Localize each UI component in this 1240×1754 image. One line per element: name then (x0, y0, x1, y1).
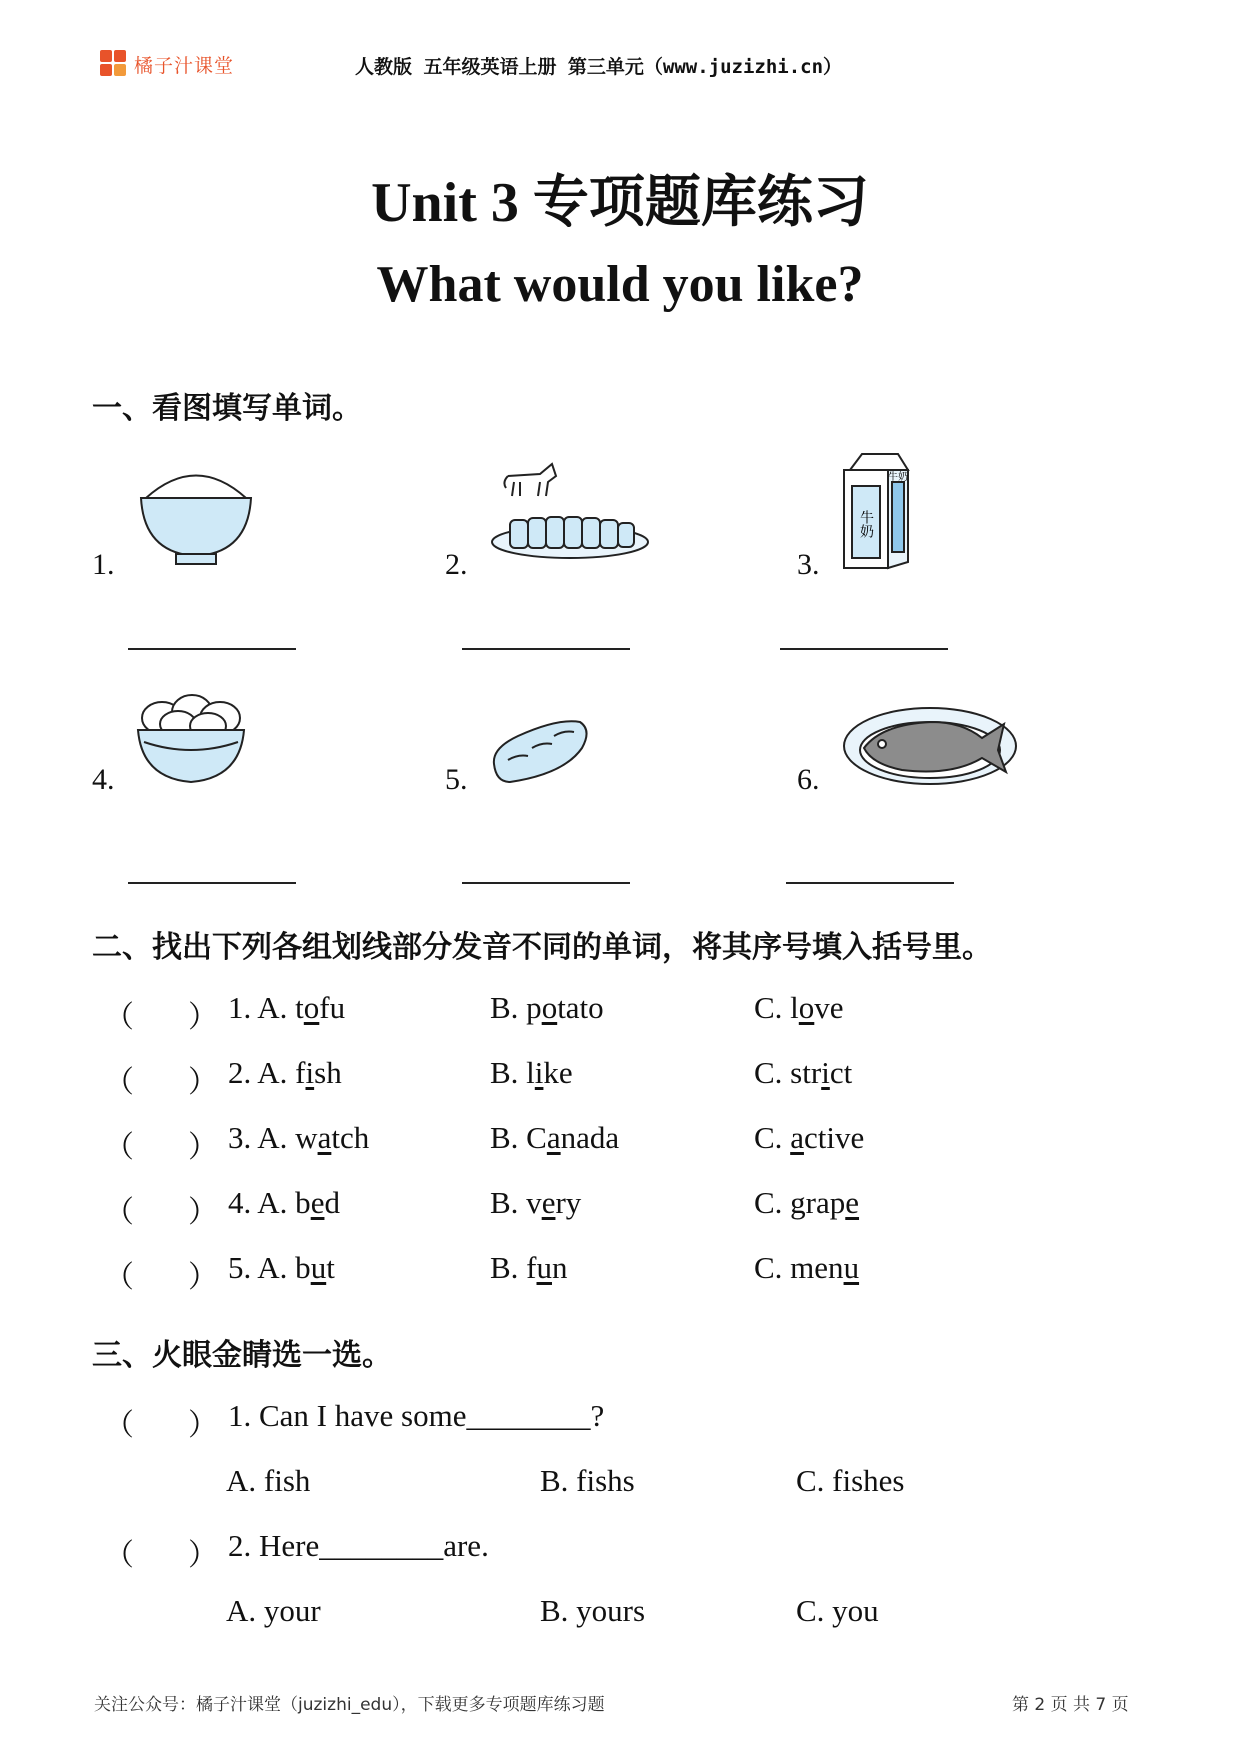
answer-paren-open[interactable]: （ (104, 1001, 134, 1034)
answer-paren-open[interactable]: （ (104, 1409, 134, 1442)
section1-heading: 一、看图填写单词。 (92, 391, 362, 426)
answer-blank[interactable] (128, 882, 296, 884)
word-part: sh (314, 1055, 342, 1090)
item-number: 1. (92, 548, 115, 581)
underlined-letter: o (303, 990, 320, 1025)
word-part: d (324, 1185, 340, 1220)
footer-note: 关注公众号：橘子汁课堂（juzizhi_edu），下载更多专项题库练习题 (94, 1695, 605, 1715)
answer-blank[interactable] (462, 882, 630, 884)
option-c[interactable] (754, 1055, 852, 1091)
item-number: 5. (445, 763, 468, 796)
word-part: t (326, 1250, 335, 1285)
underlined-letter: e (845, 1185, 860, 1220)
option-b[interactable] (490, 1120, 619, 1156)
milk-carton-icon (840, 452, 912, 572)
beef-plate-icon (490, 462, 650, 562)
option-c[interactable]: C. you (796, 1593, 879, 1628)
option-a[interactable] (228, 1055, 342, 1091)
underlined-letter: i (305, 1055, 315, 1090)
underlined-letter: a (317, 1120, 332, 1155)
underlined-letter: i (821, 1055, 830, 1090)
word-part: nada (560, 1120, 620, 1155)
word-part: C. str (754, 1055, 822, 1090)
option-b[interactable] (490, 990, 604, 1026)
option-b[interactable] (490, 1055, 573, 1091)
answer-blank[interactable] (128, 648, 296, 650)
word-part: tato (557, 990, 604, 1025)
section2-heading: 二、找出下列各组划线部分发音不同的单词，将其序号填入括号里。 (92, 930, 992, 965)
fish-plate-icon (842, 702, 1018, 792)
page-subtitle: What would you like? (376, 256, 864, 313)
option-a[interactable] (228, 1250, 335, 1286)
bread-icon (488, 712, 592, 788)
option-c[interactable] (754, 1250, 859, 1286)
answer-paren-open[interactable]: （ (104, 1196, 134, 1229)
item-number: 3. (797, 548, 820, 581)
underlined-letter: o (541, 990, 558, 1025)
page-title: Unit 3 专项题库练习 (371, 172, 869, 234)
option-c[interactable] (754, 1120, 864, 1156)
item-number: 4. (92, 763, 115, 796)
option-a[interactable]: A. fish (226, 1463, 311, 1498)
word-part: C. (754, 1120, 791, 1155)
rice-bowl-icon (138, 458, 254, 570)
answer-paren-close: ） (188, 1196, 218, 1229)
answer-blank[interactable] (786, 882, 954, 884)
milk-label-text: 牛奶 (888, 472, 908, 483)
option-b[interactable]: B. fishs (540, 1463, 635, 1498)
option-a[interactable] (228, 990, 345, 1026)
logo-text: 橘子汁课堂 (134, 54, 235, 77)
answer-paren-open[interactable]: （ (104, 1066, 134, 1099)
underlined-letter: a (546, 1120, 561, 1155)
word-part: 3. A. w (228, 1120, 318, 1155)
option-a[interactable]: A. your (226, 1593, 321, 1628)
page-indicator: 第 2 页 共 7 页 (1012, 1695, 1129, 1715)
underlined-letter: e (541, 1185, 556, 1220)
word-part: 1. A. t (228, 990, 304, 1025)
underlined-letter: o (798, 990, 815, 1025)
word-part: C. men (754, 1250, 844, 1285)
option-a[interactable] (228, 1120, 369, 1156)
answer-paren-close: ） (188, 1131, 218, 1164)
word-part: B. C (490, 1120, 547, 1155)
answer-blank[interactable] (780, 648, 948, 650)
word-part: B. f (490, 1250, 537, 1285)
answer-paren-close: ） (188, 1409, 218, 1442)
word-part: 5. A. b (228, 1250, 311, 1285)
underlined-letter: u (843, 1250, 860, 1285)
word-part: C. l (754, 990, 799, 1025)
answer-paren-open[interactable]: （ (104, 1539, 134, 1572)
word-part: tch (331, 1120, 370, 1155)
option-b[interactable] (490, 1185, 581, 1221)
option-a[interactable] (228, 1185, 340, 1221)
answer-paren-close: ） (188, 1001, 218, 1034)
section3-heading: 三、火眼金睛选一选。 (92, 1338, 392, 1373)
item-number: 2. (445, 548, 468, 581)
word-part: 2. A. f (228, 1055, 306, 1090)
question-stem: 1. Can I have some________? (228, 1398, 605, 1433)
logo-mark-icon (100, 50, 128, 78)
underlined-letter: i (534, 1055, 544, 1090)
word-part: n (552, 1250, 568, 1285)
option-b[interactable] (490, 1250, 568, 1286)
word-part: B. l (490, 1055, 535, 1090)
underlined-letter: e (310, 1185, 325, 1220)
word-part: 4. A. b (228, 1185, 311, 1220)
header-title: 人教版 五年级英语上册 第三单元（www.juzizhi.cn） (355, 56, 843, 78)
underlined-letter: u (310, 1250, 327, 1285)
option-c[interactable]: C. fishes (796, 1463, 905, 1498)
underlined-letter: u (536, 1250, 552, 1285)
answer-paren-close: ） (188, 1066, 218, 1099)
word-part: fu (319, 990, 346, 1025)
answer-paren-open[interactable]: （ (104, 1261, 134, 1294)
word-part: ct (829, 1055, 853, 1090)
word-part: ctive (803, 1120, 865, 1155)
word-part: ry (555, 1185, 582, 1220)
word-part: B. p (490, 990, 542, 1025)
option-c[interactable] (754, 990, 844, 1026)
question-stem: 2. Here________are. (228, 1528, 489, 1563)
answer-blank[interactable] (462, 648, 630, 650)
answer-paren-close: ） (188, 1539, 218, 1572)
word-part: C. grap (754, 1185, 846, 1220)
eggs-bowl-icon (134, 690, 248, 790)
word-part: ke (543, 1055, 573, 1090)
brand-logo (100, 48, 235, 80)
underlined-letter: a (790, 1120, 804, 1155)
word-part: ve (814, 990, 844, 1025)
item-number: 6. (797, 763, 820, 796)
milk-side-text: 牛奶 (858, 510, 874, 538)
answer-paren-close: ） (188, 1261, 218, 1294)
answer-paren-open[interactable]: （ (104, 1131, 134, 1164)
option-b[interactable]: B. yours (540, 1593, 646, 1628)
option-c[interactable] (754, 1185, 859, 1221)
word-part: B. v (490, 1185, 542, 1220)
